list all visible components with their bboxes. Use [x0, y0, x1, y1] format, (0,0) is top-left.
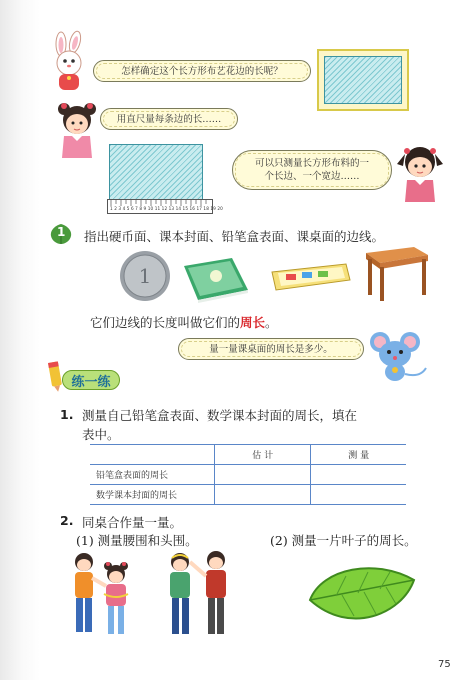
girl1-speech-bubble — [100, 108, 238, 130]
estimate-cell[interactable] — [215, 485, 311, 505]
definition-text: 它们边线的长度叫做它们的 — [90, 315, 241, 330]
ruler-numbers: 1 2 3 4 5 6 7 8 9 10 11 12 13 14 15 16 17 18 19 20 — [110, 206, 223, 211]
rabbit-speech-text: 怎样确定这个长方形布艺花边的长呢？ — [121, 65, 283, 77]
section-number: 1 — [57, 225, 66, 239]
question1-text-line2: 表中。 — [82, 427, 120, 442]
perimeter-definition — [90, 313, 278, 331]
mouse-speech-text: 量一量课桌面的周长是多少。 — [209, 343, 333, 355]
girl1-speech-text: 用直尺量每条边的长…… — [116, 113, 222, 125]
page-number: 75 — [438, 659, 451, 670]
table-row-label: 数学课本封面的周长 — [90, 485, 215, 505]
rabbit-illustration — [46, 32, 92, 94]
rabbit-speech-bubble — [93, 60, 311, 82]
girl-illustration-left — [54, 100, 100, 160]
desk-image — [364, 245, 430, 301]
measure-cell[interactable] — [311, 485, 406, 505]
measure-cell[interactable] — [311, 465, 406, 485]
question2-sub2: (2) 测量一片叶子的周长。 — [270, 533, 417, 548]
table-row — [90, 485, 406, 505]
question2-text: 同桌合作量一量。 — [82, 515, 183, 530]
ruler — [107, 199, 223, 214]
question1-text-line1: 测量自己铅笔盒表面、数学课本封面的周长，填在 — [82, 408, 358, 423]
girl2-speech-text: 可以只测量长方形布料的一个长边、一个宽边…… — [254, 158, 369, 182]
measurement-table — [90, 444, 406, 505]
fabric-rectangle-measured — [109, 144, 203, 200]
question2-sub1: (1) 测量腰围和头围。 — [76, 533, 198, 548]
practice-title: 练一练 — [71, 374, 111, 390]
table-header-estimate: 估 计 — [215, 445, 311, 465]
children-measuring-illustration — [64, 548, 244, 646]
girl2-speech-bubble — [232, 150, 392, 190]
leaf-number-badge — [48, 222, 74, 246]
question1-number: 1. — [60, 407, 74, 422]
mouse-illustration — [366, 330, 430, 382]
table-row-label: 铅笔盒表面的周长 — [90, 465, 215, 485]
fabric-rectangle-large — [317, 49, 409, 111]
table-header-empty — [90, 445, 215, 465]
definition-end: 。 — [265, 315, 278, 330]
table-row — [90, 465, 406, 485]
table-header-measure: 测 量 — [311, 445, 406, 465]
practice-header — [44, 358, 122, 392]
coin-image — [118, 249, 172, 303]
mouse-speech-bubble — [178, 338, 364, 360]
svg-text:1: 1 — [138, 264, 152, 288]
leaf-illustration — [306, 560, 418, 632]
practice-title-badge — [62, 370, 120, 390]
estimate-cell[interactable] — [215, 465, 311, 485]
textbook-image — [180, 256, 252, 304]
section1-instruction: 指出硬币面、课本封面、铅笔盒表面、课桌面的边线。 — [84, 229, 385, 244]
table-header-row — [90, 445, 406, 465]
definition-keyword: 周长 — [240, 315, 266, 330]
pencil-case-image — [270, 262, 352, 292]
girl-illustration-right — [395, 140, 445, 202]
question2-number: 2. — [60, 513, 74, 528]
